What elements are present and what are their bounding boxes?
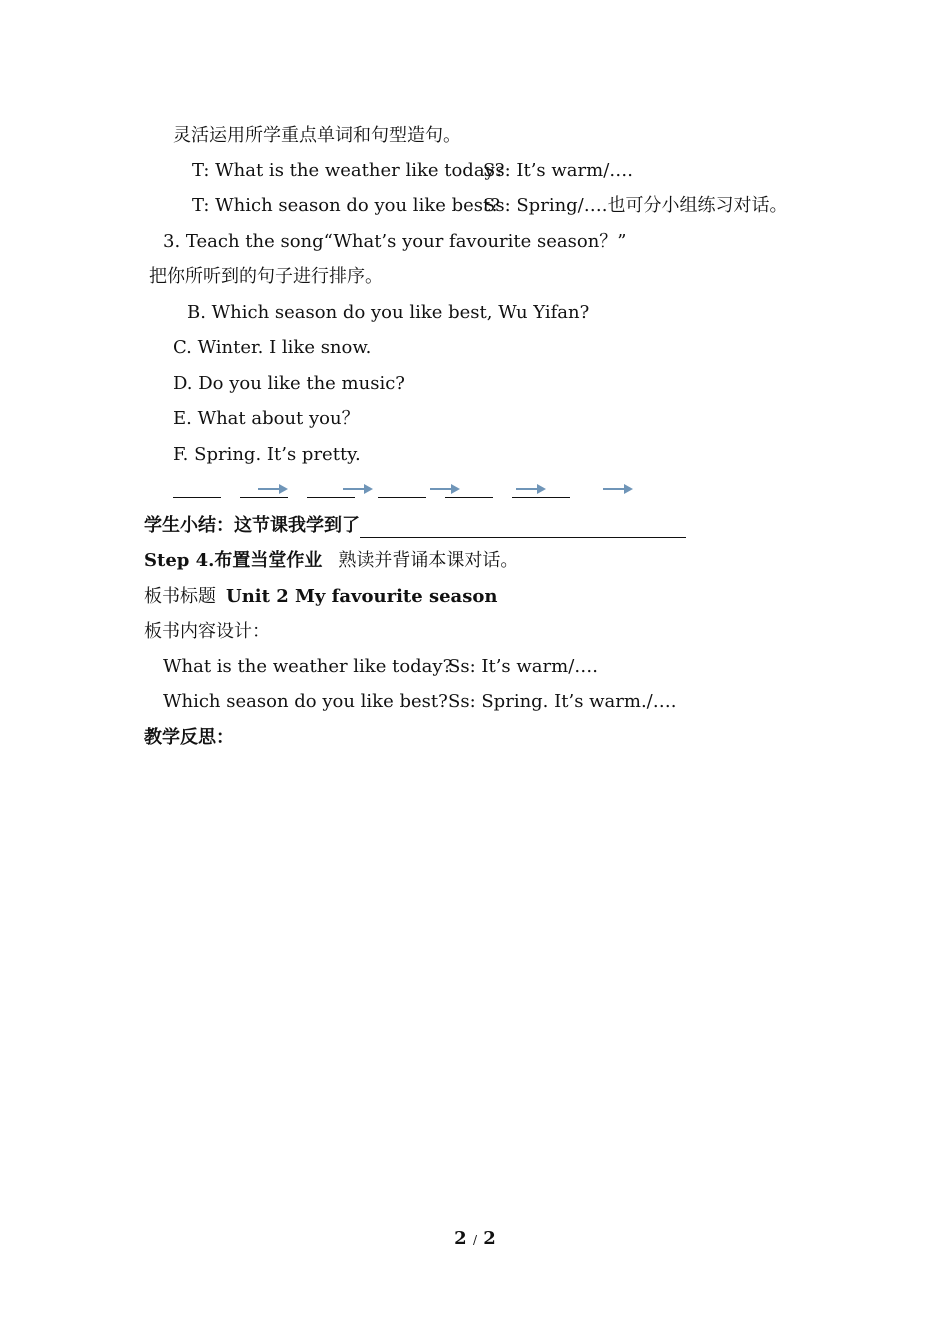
- summary-blank: [360, 519, 686, 538]
- option-b: B. Which season do you like best, Wu Yifan?: [187, 302, 590, 323]
- answer-blank: [240, 497, 288, 498]
- answer-blank: [512, 497, 570, 498]
- page-current: 2: [454, 1228, 467, 1249]
- dialogue-question: T: Which season do you like best?: [192, 195, 500, 216]
- board-question: Which season do you like best?: [163, 691, 448, 712]
- summary-label: 学生小结：这节课我学到了: [144, 515, 360, 536]
- step-4: [144, 549, 518, 573]
- student-summary: [144, 514, 686, 538]
- ordering-row: [0, 479, 950, 503]
- option-f: F. Spring. It’s pretty.: [173, 444, 361, 465]
- dialogue-answer: Ss: It’s warm/….: [483, 160, 633, 181]
- page-separator: /: [472, 1233, 478, 1247]
- board-title-line: [144, 585, 497, 609]
- board-design-label: 板书内容设计：: [144, 621, 270, 642]
- step-4-title: Step 4.布置当堂作业: [144, 550, 323, 571]
- board-answer: Ss: It’s warm/….: [448, 656, 598, 677]
- board-question: What is the weather like today?: [163, 656, 453, 677]
- dialogue-question: T: What is the weather like today?: [192, 160, 505, 181]
- arrow-right-icon: [257, 481, 289, 497]
- step-4-text: 熟读并背诵本课对话。: [338, 550, 519, 571]
- page-number: [0, 1227, 950, 1252]
- arrow-right-icon: [515, 481, 547, 497]
- text-line: 灵活运用所学重点单词和句型造句。: [173, 125, 461, 146]
- dialogue-answer: Ss: Spring/….也可分小组练习对话。: [483, 195, 788, 216]
- arrow-right-icon: [429, 481, 461, 497]
- step-item: 3. Teach the song“What’s your favourite season？”: [163, 231, 627, 252]
- answer-blank: [378, 497, 426, 498]
- board-title: Unit 2 My favourite season: [226, 586, 498, 607]
- board-title-label: 板书标题: [144, 586, 216, 607]
- option-c: C. Winter. I like snow.: [173, 337, 372, 358]
- board-answer: Ss: Spring. It’s warm./….: [448, 691, 677, 712]
- arrow-right-icon: [342, 481, 374, 497]
- answer-blank: [445, 497, 493, 498]
- answer-blank: [307, 497, 355, 498]
- instruction: 把你所听到的句子进行排序。: [149, 266, 383, 287]
- arrow-right-icon: [602, 481, 634, 497]
- option-e: E. What about you？: [173, 408, 360, 429]
- teaching-reflection: 教学反思：: [144, 727, 234, 748]
- answer-blank: [173, 497, 221, 498]
- option-d: D. Do you like the music?: [173, 373, 405, 394]
- page-total: 2: [483, 1228, 496, 1249]
